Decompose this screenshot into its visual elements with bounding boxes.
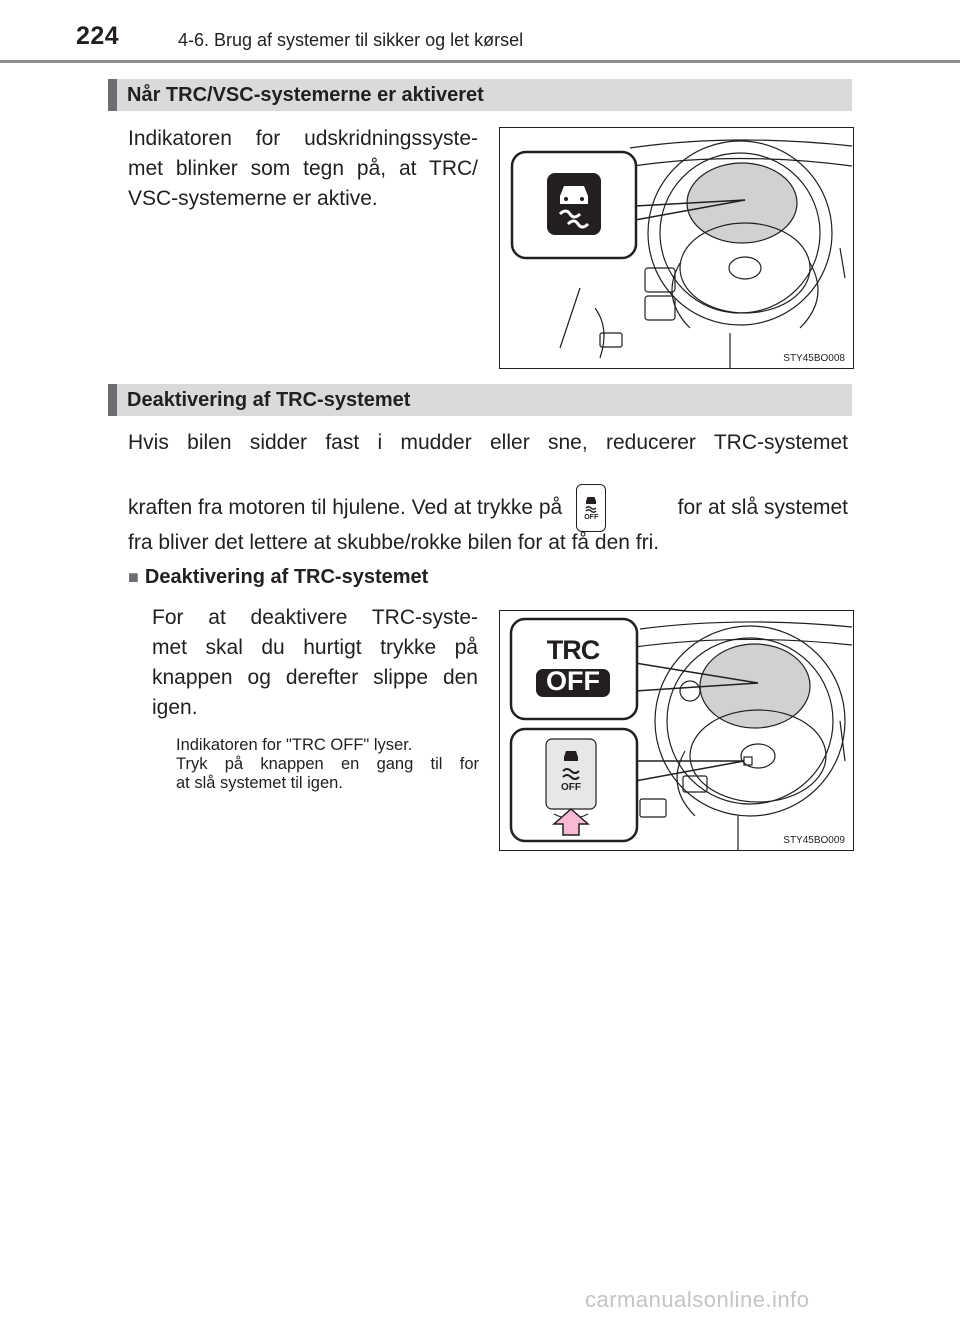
button-off-text: OFF: [584, 514, 599, 521]
note-paragraph: [176, 736, 479, 793]
text-segment: for at slå systemet: [677, 496, 848, 519]
off-indicator-label: OFF: [546, 666, 600, 696]
figure-code: STY45BO008: [783, 353, 845, 364]
figure-code: STY45BO009: [783, 835, 845, 846]
note-line: at slå systemet til igen.: [176, 774, 343, 792]
text-segment: kraften fra motoren til hjulene. Ved at trykke på: [128, 496, 563, 519]
section-title: Deaktivering af TRC-systemet: [127, 389, 411, 411]
note-line: Indikatoren for "TRC OFF" lyser.: [176, 736, 413, 754]
dashboard-illustration: [500, 128, 853, 368]
note-line: Tryk på knappen en gang til for: [176, 755, 479, 773]
page-number: 224: [76, 22, 120, 50]
header-rule: [0, 60, 960, 63]
section-marker: [108, 79, 117, 111]
subheading: [128, 566, 428, 589]
subheading-marker: ■: [128, 567, 139, 587]
trc-indicator-label: TRC: [546, 635, 600, 665]
trc-off-button-icon: [576, 484, 606, 532]
text-line: met blinker som tegn på, at TRC/: [128, 157, 478, 180]
trc-off-switch: [546, 739, 596, 809]
paragraph-line: fra bliver det lettere at skubbe/rokke bilen for at få den fri.: [128, 531, 660, 554]
text-line: Indikatoren for udskridningssyste-: [128, 127, 478, 150]
text-line: knappen og derefter slippe den: [152, 666, 478, 689]
section-title: Når TRC/VSC-systemerne er aktiveret: [127, 84, 484, 106]
subsection-paragraph: [152, 603, 478, 723]
switch-off-label: OFF: [561, 782, 581, 793]
slip-indicator-icon: [547, 173, 601, 235]
paragraph-line-with-icon: [128, 484, 848, 532]
section-heading-trc-deactivation: [108, 384, 852, 416]
figure-slip-indicator: [499, 127, 854, 369]
text-line: met skal du hurtigt trykke på: [152, 636, 478, 659]
figure-trc-off: [499, 610, 854, 851]
text-line: igen.: [152, 696, 198, 719]
text-line: For at deaktivere TRC-syste-: [152, 606, 478, 629]
section-marker: [108, 384, 117, 416]
text-line: VSC-systemerne er aktive.: [128, 187, 378, 210]
subheading-text: Deaktivering af TRC-systemet: [144, 566, 429, 588]
section-heading-trc-vsc-active: [108, 79, 852, 111]
section1-paragraph: [128, 124, 478, 214]
paragraph-line: Hvis bilen sidder fast i mudder eller sne, reducerer TRC-systemet: [128, 431, 848, 454]
watermark: carmanualsonline.info: [585, 1287, 810, 1312]
chapter-title: 4-6. Brug af systemer til sikker og let kørsel: [178, 30, 524, 50]
